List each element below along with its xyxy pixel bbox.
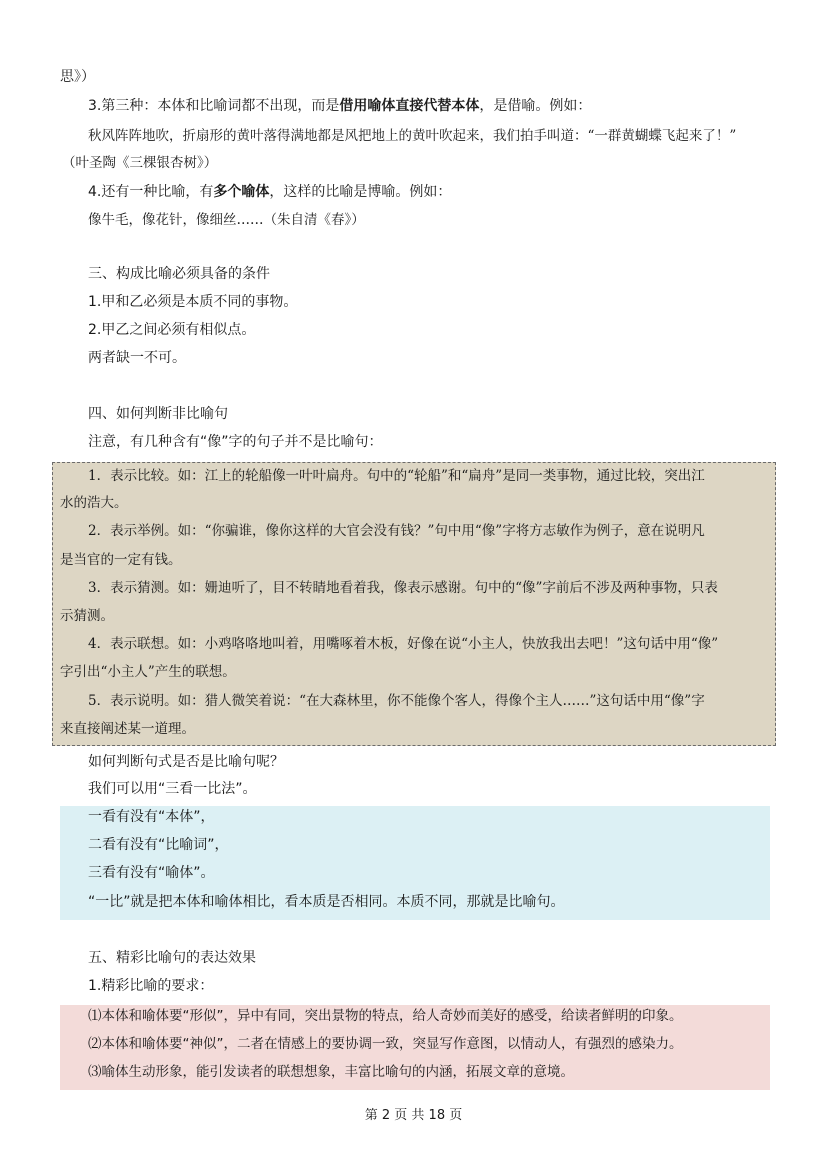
box-line: 一看有没有“本体”， xyxy=(88,809,215,825)
box-line: 字引出“小主人”产生的联想。 xyxy=(60,664,236,680)
text-span: 3.第三种：本体和比喻词都不出现，而是 xyxy=(88,98,340,114)
text-line: 我们可以用“三看一比法”。 xyxy=(88,781,257,797)
box-line: 来直接阐述某一道理。 xyxy=(60,721,195,737)
box-line: 示猜测。 xyxy=(60,608,114,624)
box-line: 三看有没有“喻体”。 xyxy=(88,865,215,881)
text-line xyxy=(88,182,451,202)
text-line: 注意，有几种含有“像”字的句子并不是比喻句： xyxy=(88,434,383,450)
text-line: 1.精彩比喻的要求： xyxy=(88,978,214,994)
example-line: 秋风阵阵地吹，折扇形的黄叶落得满地都是风把地上的黄叶吹起来，我们拍手叫道：“一群黄蝴蝶飞起来了！” xyxy=(88,128,737,144)
example-line: 像牛毛，像花针，像细丝……（朱自清《春》） xyxy=(88,212,365,228)
box-line: ⑶喻体生动形象，能引发读者的联想想象，丰富比喻句的内涵，拓展文章的意境。 xyxy=(88,1064,574,1080)
text-span: 4.还有一种比喻，有 xyxy=(88,184,214,200)
text-line: 2.甲乙之间必须有相似点。 xyxy=(88,322,256,338)
example-line: （叶圣陶《三棵银杏树》） xyxy=(62,155,218,171)
box-line: 5．表示说明。如：猎人微笑着说：“在大森林里，你不能像个客人，得像个主人……”这句话中用“像”字 xyxy=(88,693,705,709)
text-span: ，这样的比喻是博喻。例如： xyxy=(269,184,452,200)
section-heading: 四、如何判断非比喻句 xyxy=(88,406,228,422)
text-line xyxy=(88,96,591,116)
box-line: 4．表示联想。如：小鸡咯咯地叫着，用嘴啄着木板，好像在说“小主人，快放我出去吧！”这句话中用“像” xyxy=(88,636,719,652)
text-line: 两者缺一不可。 xyxy=(88,350,186,366)
box-line: 水的浩大。 xyxy=(60,495,128,511)
box-line: 3．表示猜测。如：姗迪听了，目不转睛地看着我，像表示感谢。句中的“像”字前后不涉及两种事物，只表 xyxy=(88,580,718,596)
box-line: ⑵本体和喻体要“神似”，二者在情感上的要协调一致，突显写作意图，以情动人，有强烈的感染力。 xyxy=(88,1036,683,1052)
box-line: 2．表示举例。如：“你骗谁，像你这样的大官会没有钱？”句中用“像”字将方志敏作为例子，意在说明凡 xyxy=(88,523,705,539)
bold-span: 借用喻体直接代替本体 xyxy=(339,98,480,114)
page-number: 第 2 页 共 18 页 xyxy=(364,1108,463,1123)
text-line: 思》） xyxy=(60,69,95,85)
box-line: 1．表示比较。如：江上的轮船像一叶叶扁舟。句中的“轮船”和“扁舟”是同一类事物，通过比较，突出江 xyxy=(88,468,705,484)
text-line: 1.甲和乙必须是本质不同的事物。 xyxy=(88,294,298,310)
bold-span: 多个喻体 xyxy=(213,184,270,200)
box-line: 是当官的一定有钱。 xyxy=(60,552,182,568)
text-line: 如何判断句式是否是比喻句呢？ xyxy=(88,754,284,770)
section-heading: 三、构成比喻必须具备的条件 xyxy=(88,266,270,282)
box-line: “一比”就是把本体和喻体相比，看本质是否相同。本质不同，那就是比喻句。 xyxy=(88,894,565,910)
section-heading: 五、精彩比喻句的表达效果 xyxy=(88,950,256,966)
box-line: ⑴本体和喻体要“形似”，异中有同，突出景物的特点，给人奇妙而美好的感受，给读者鲜明的印象。 xyxy=(88,1008,683,1024)
box-line: 二看有没有“比喻词”， xyxy=(88,837,229,853)
text-span: ，是借喻。例如： xyxy=(479,98,592,114)
